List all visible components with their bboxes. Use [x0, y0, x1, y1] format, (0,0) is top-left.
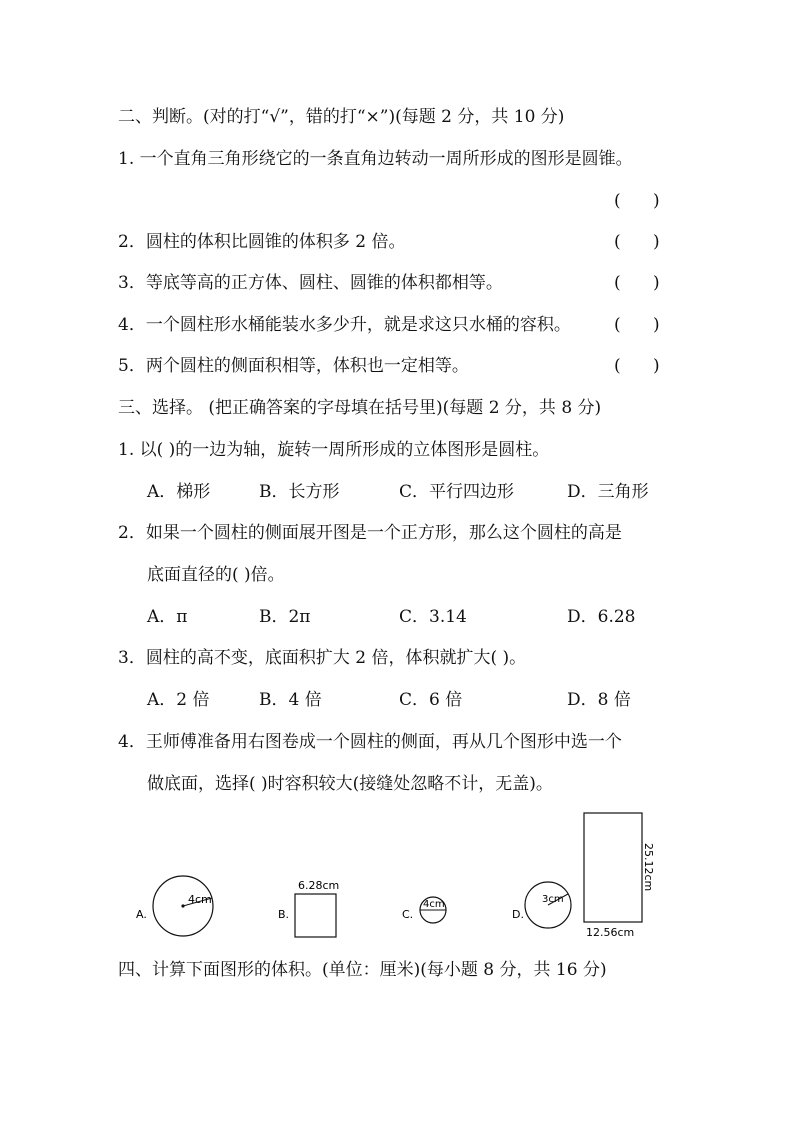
choice-q1-option-b[interactable]: B．长方形 — [259, 482, 340, 502]
choice-q2-option-c[interactable]: C．3.14 — [399, 607, 467, 627]
figure-c-label: C. — [402, 908, 414, 921]
figure-c-diameter-label: 4cm — [423, 899, 445, 910]
choice-q2-stem-line1: 2．如果一个圆柱的侧面展开图是一个正方形，那么这个圆柱的高是 — [118, 523, 622, 543]
judge-item-4: 4．一个圆柱形水桶能装水多少升，就是求这只水桶的容积。 — [118, 315, 571, 335]
figure-d-radius-label: 3cm — [542, 894, 564, 905]
side-rectangle-height-label: 25.12cm — [642, 843, 655, 892]
figure-b-square — [295, 894, 336, 937]
side-rectangle-width-label: 12.56cm — [586, 926, 635, 939]
choice-q3-option-d[interactable]: D．8 倍 — [567, 690, 631, 710]
judge-answer-blank-4[interactable]: ( ) — [614, 315, 660, 335]
choice-q1-stem: 1. 以( )的一边为轴，旋转一周所形成的立体图形是圆柱。 — [118, 440, 550, 460]
judge-item-1: 1. 一个直角三角形绕它的一条直角边转动一周所形成的图形是圆锥。 — [118, 149, 633, 169]
figure-b-side-label: 6.28cm — [298, 879, 340, 892]
section-4-heading: 四、计算下面图形的体积。(单位：厘米)(每小题 8 分，共 16 分) — [118, 960, 607, 980]
choice-q2-option-b[interactable]: B．2π — [259, 607, 311, 627]
judge-answer-blank-5[interactable]: ( ) — [614, 356, 660, 376]
figure-option-d — [512, 882, 571, 928]
section-2-heading: 二、判断。(对的打“√”，错的打“×”)(每题 2 分，共 10 分) — [118, 107, 565, 127]
figure-option-c — [402, 897, 446, 923]
choice-q1-option-a[interactable]: A．梯形 — [147, 482, 211, 502]
figure-option-a — [136, 876, 213, 936]
figure-d-label: D. — [512, 908, 524, 921]
choice-q4-stem-line2: 做底面，选择( )时容积较大(接缝处忽略不计，无盖)。 — [147, 774, 553, 794]
choice-q3-option-a[interactable]: A．2 倍 — [147, 690, 210, 710]
figure-side-rectangle — [584, 813, 655, 939]
section-3-heading: 三、选择。 (把正确答案的字母填在括号里)(每题 2 分，共 8 分) — [118, 398, 602, 418]
judge-answer-blank-1[interactable]: ( ) — [614, 191, 660, 211]
choice-q2-stem-line2: 底面直径的( )倍。 — [147, 565, 285, 585]
choice-q1-option-c[interactable]: C．平行四边形 — [399, 482, 515, 502]
judge-item-2: 2．圆柱的体积比圆锥的体积多 2 倍。 — [118, 232, 406, 252]
choice-q3-stem: 3．圆柱的高不变，底面积扩大 2 倍，体积就扩大( )。 — [118, 648, 527, 668]
choice-q2-option-a[interactable]: A．π — [147, 607, 188, 627]
judge-item-5: 5．两个圆柱的侧面积相等，体积也一定相等。 — [118, 356, 469, 376]
judge-answer-blank-2[interactable]: ( ) — [614, 232, 660, 252]
figure-b-label: B. — [278, 908, 290, 921]
side-rectangle — [584, 813, 642, 922]
choice-q3-option-b[interactable]: B．4 倍 — [259, 690, 322, 710]
judge-item-3: 3．等底等高的正方体、圆柱、圆锥的体积都相等。 — [118, 273, 503, 293]
figure-option-b — [278, 879, 339, 937]
choice-q1-option-d[interactable]: D．三角形 — [567, 482, 649, 502]
choice-q2-option-d[interactable]: D．6.28 — [567, 607, 636, 627]
judge-answer-blank-3[interactable]: ( ) — [614, 273, 660, 293]
figure-a-label: A. — [136, 908, 147, 921]
choice-q4-stem-line1: 4．王师傅准备用右图卷成一个圆柱的侧面，再从几个图形中选一个 — [118, 732, 622, 752]
choice-q3-option-c[interactable]: C．6 倍 — [399, 690, 463, 710]
figure-a-radius-label: 4cm — [188, 893, 212, 906]
